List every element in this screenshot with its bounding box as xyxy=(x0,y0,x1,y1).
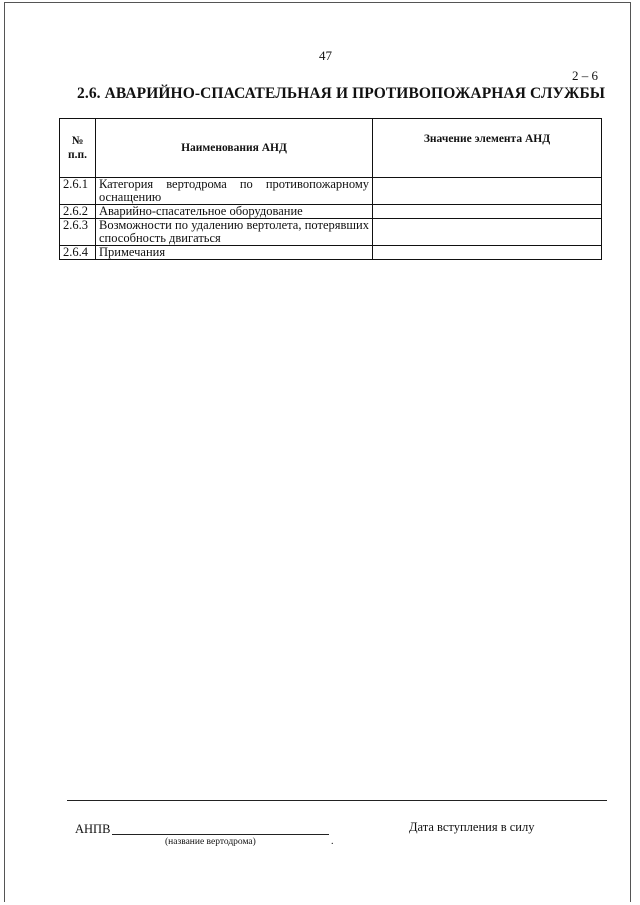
row-value xyxy=(373,205,602,219)
section-title: 2.6. АВАРИЙНО-СПАСАТЕЛЬНАЯ И ПРОТИВОПОЖАРНАЯ СЛУЖБЫ xyxy=(77,85,606,102)
row-name: Аварийно-спасательное оборудование xyxy=(96,205,373,219)
row-num: 2.6.4 xyxy=(60,246,96,260)
table-header-row xyxy=(60,119,602,178)
page-code: 2 – 6 xyxy=(572,68,598,83)
table-row xyxy=(60,178,602,205)
header-num-line1: № xyxy=(71,135,84,147)
row-value xyxy=(373,246,602,260)
page-number: 47 xyxy=(319,48,332,63)
header-value: Значение элемента АНД xyxy=(373,119,602,178)
footer-dot: . xyxy=(331,836,334,847)
row-value xyxy=(373,178,602,205)
table-row xyxy=(60,205,602,219)
row-num: 2.6.1 xyxy=(60,178,96,205)
header-name: Наименования АНД xyxy=(96,119,373,178)
header-num xyxy=(60,119,96,178)
table-row xyxy=(60,219,602,246)
heliport-name-caption: (название вертодрома) xyxy=(165,837,256,847)
row-name: Примечания xyxy=(96,246,373,260)
footer-anpv-label: АНПВ xyxy=(75,822,111,836)
row-num: 2.6.2 xyxy=(60,205,96,219)
and-table xyxy=(59,118,602,260)
footer-divider xyxy=(67,800,607,801)
effective-date-label: Дата вступления в силу xyxy=(409,820,535,834)
table-row xyxy=(60,246,602,260)
row-name: Возможности по удалению вертолета, потерявших способность двигаться xyxy=(96,219,373,246)
row-value xyxy=(373,219,602,246)
row-num: 2.6.3 xyxy=(60,219,96,246)
heliport-name-field xyxy=(112,834,329,835)
header-num-line2: п.п. xyxy=(67,149,87,161)
row-name: Категория вертодрома по противопожарному оснащению xyxy=(96,178,373,205)
